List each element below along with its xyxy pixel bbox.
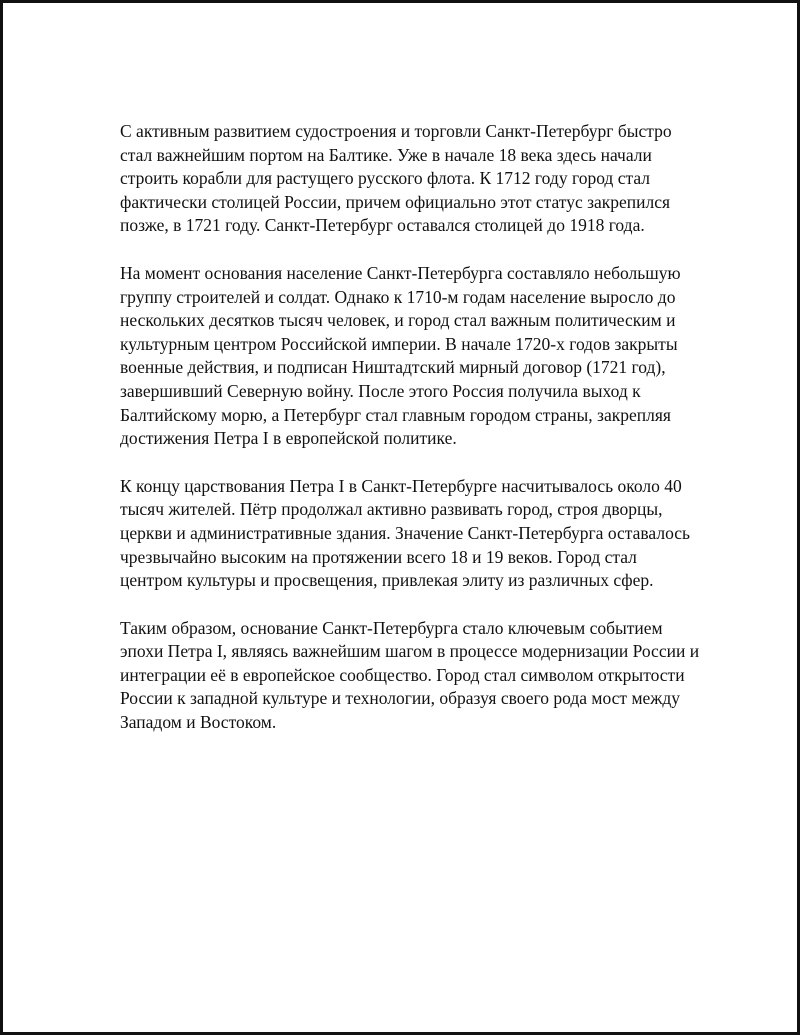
paragraph: К концу царствования Петра I в Санкт-Петербурге насчитывалось около 40 тысяч жителей. Пётр продолжал активно развивать город, строя дворцы, церкви и административные здания. Значение Санкт-Петербурга оставалось чрезвычайно высоким на протяжении всего 18 и 19 веков. Город стал центром культуры и просвещения, привлекая элиту из различных сфер. <box>120 475 691 591</box>
paragraph: На момент основания население Санкт-Петербурга составляло небольшую группу строителей и солдат. Однако к 1710-м годам население выросло до нескольких десятков тысяч человек, и город стал важным политическим и культурным центром Российской империи. В начале 1720-х годов закрыты военные действия, и подписан Ништадтский мирный договор (1721 год), завершивший Северную войну. После этого Россия получила выход к Балтийскому морю, а Петербург стал главным городом страны, закрепляя достижения Петра I в европейской политике. <box>120 262 681 449</box>
document-body <box>120 120 700 759</box>
paragraph: С активным развитием судостроения и торговли Санкт-Петербург быстро стал важнейшим портом на Балтике. Уже в начале 18 века здесь начали строить корабли для растущего русского флота. К 1712 году город стал фактически столицей России, причем официально этот статус закрепился позже, в 1721 году. Санкт-Петербург оставался столицей до 1918 года. <box>120 121 672 236</box>
paragraph: Таким образом, основание Санкт-Петербурга стало ключевым событием эпохи Петра I, являясь важнейшим шагом в процессе модернизации России и интеграции её в европейское сообщество. Город стал символом открытости России к западной культуре и технологии, образуя своего рода мост между Западом и Востоком. <box>120 617 700 733</box>
